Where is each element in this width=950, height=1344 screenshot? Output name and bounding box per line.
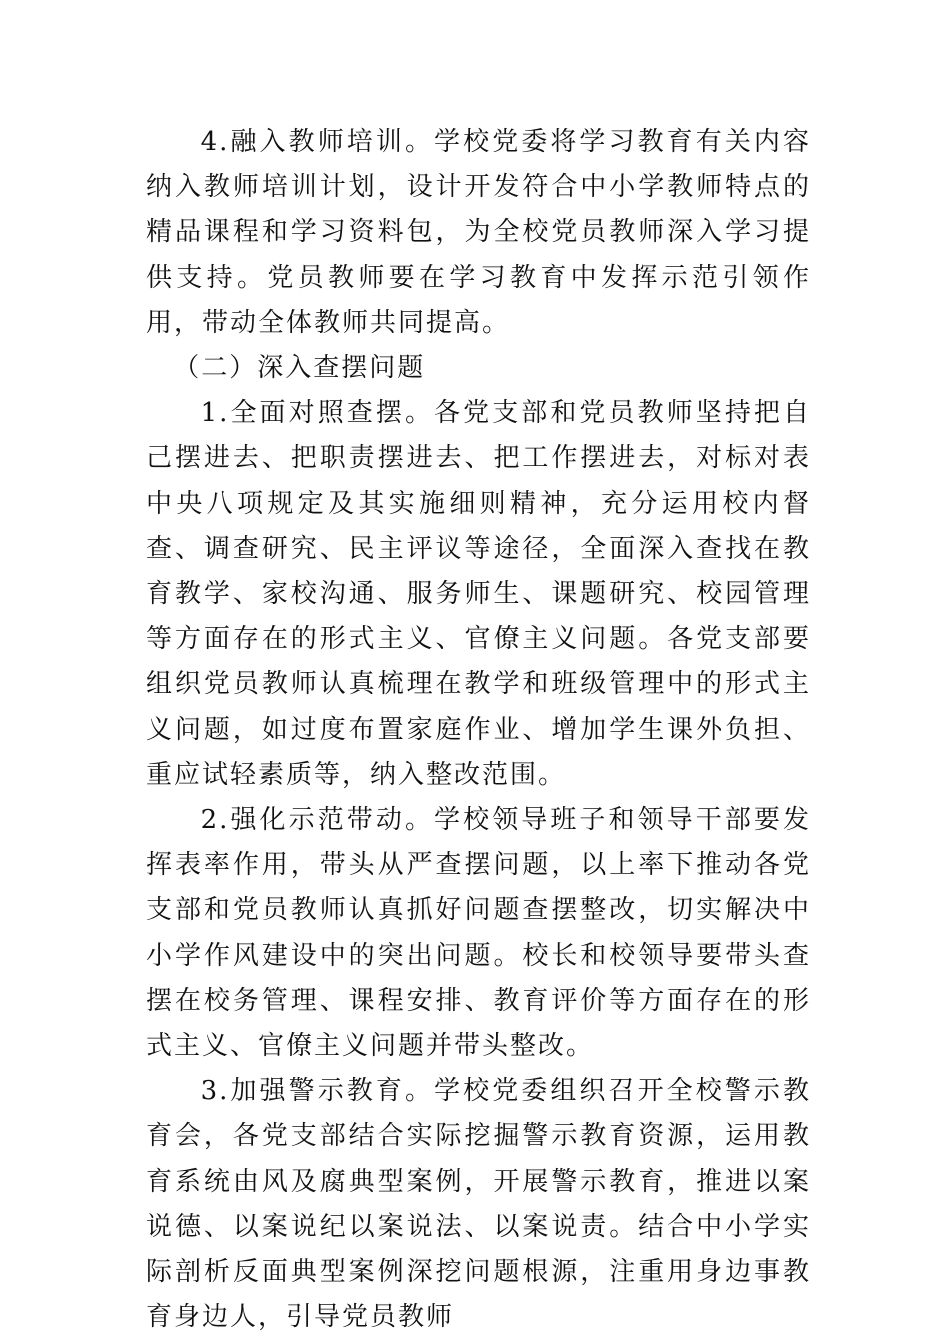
paragraph-warning-education: 3.加强警示教育。学校党委组织召开全校警示教育会，各党支部结合实际挖掘警示教育资源，运用教育系统由风及腐典型案例，开展警示教育，推进以案说德、以案说纪以案说法、以案说责。结合中小学实际剖析反面典型案例深挖问题根源，注重用身边事教育身边人，引导党员教师: [146, 1076, 811, 1333]
paragraph-teacher-training: 4.融入教师培训。学校党委将学习教育有关内容纳入教师培训计划，设计开发符合中小学教师特点的精品课程和学习资料包，为全校党员教师深入学习提供支持。党员教师要在学习教育中发挥示范引领作用，带动全体教师共同提高。: [146, 127, 811, 338]
document-body: [146, 120, 811, 1340]
paragraph-comprehensive-review: 1.全面对照查摆。各党支部和党员教师坚持把自己摆进去、把职责摆进去、把工作摆进去，对标对表中央八项规定及其实施细则精神，充分运用校内督查、调查研究、民主评议等途径，全面深入查找在教育教学、家校沟通、服务师生、课题研究、校园管理等方面存在的形式主义、官僚主义问题。各党支部要组织党员教师认真梳理在教学和班级管理中的形式主义问题，如过度布置家庭作业、增加学生课外负担、重应试轻素质等，纳入整改范围。: [146, 398, 811, 790]
paragraph-leadership-example: 2.强化示范带动。学校领导班子和领导干部要发挥表率作用，带头从严查摆问题，以上率下推动各党支部和党员教师认真抓好问题查摆整改，切实解决中小学作风建设中的突出问题。校长和校领导要带头查摆在校务管理、课程安排、教育评价等方面存在的形式主义、官僚主义问题并带头整改。: [146, 805, 811, 1062]
section-heading-problem-finding: （二）深入查摆问题: [173, 353, 426, 384]
